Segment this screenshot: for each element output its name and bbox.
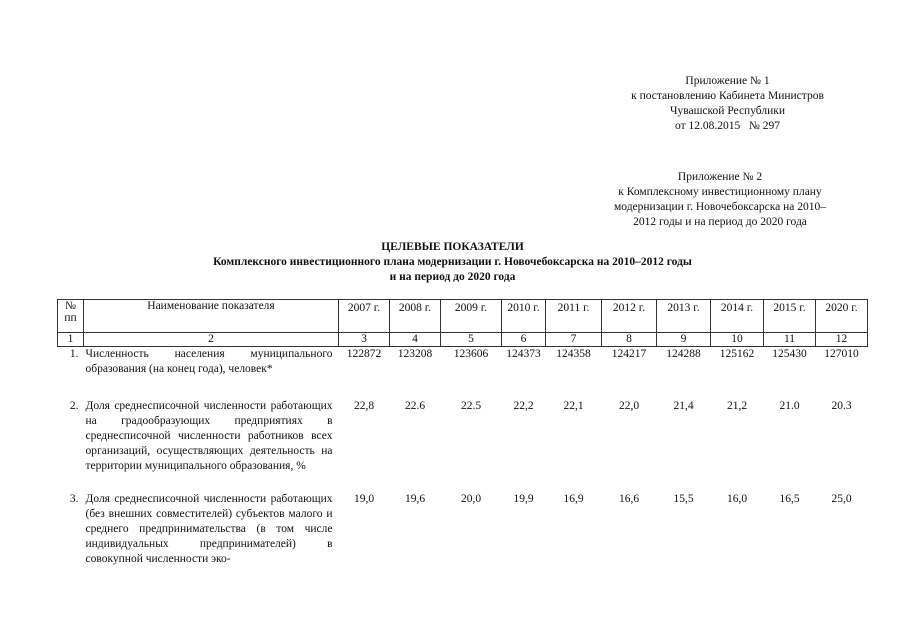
indicator-value: 15,5: [673, 493, 694, 505]
column-number: 1: [58, 333, 84, 347]
column-number: 10: [711, 333, 764, 347]
indicator-value: 22,0: [618, 400, 640, 412]
annex-2-line: модернизации г. Новочебоксарска на 2010–: [614, 201, 826, 213]
indicator-value: 22,1: [563, 400, 584, 412]
indicator-value: 123208: [397, 348, 433, 360]
heading-subtitle-cont: и на период до 2020 года: [389, 271, 516, 283]
annex-1-line: от 12.08.2015 № 297: [675, 120, 780, 132]
indicator-value: 16,0: [726, 493, 748, 505]
indicator-value: 123606: [453, 348, 489, 360]
indicator-name: Численность населения муниципального образования (на конец года), человек*: [85, 348, 333, 375]
column-number: 7: [546, 333, 602, 347]
indicator-value: 22.6: [404, 400, 426, 412]
column-number: 9: [657, 333, 711, 347]
target-indicators-table: [57, 299, 868, 582]
header-year: 2009 г.: [441, 300, 502, 333]
indicator-value: 25,0: [831, 493, 852, 505]
header-no: № пп: [58, 300, 84, 333]
heading-title: ЦЕЛЕВЫЕ ПОКАЗАТЕЛИ: [381, 241, 524, 253]
header-year: 2020 г.: [816, 300, 868, 333]
indicator-value: 16,5: [779, 493, 800, 505]
annex-2-line: 2012 годы и на период до 2020 года: [633, 216, 807, 228]
indicator-value: 124217: [611, 348, 647, 360]
column-number-row: [58, 333, 868, 347]
column-number: 11: [764, 333, 816, 347]
indicator-name: Доля среднесписочной численности работающих на градообразующих предприятиях в среднесписочной численности работников всех организаций, осуществляющих деятельность на территории муниципального образования, %: [85, 400, 333, 472]
header-name: Наименование показателя: [84, 300, 339, 333]
table-row: [58, 492, 868, 582]
indicator-value: 16,9: [563, 493, 584, 505]
indicator-value: 20.3: [831, 400, 852, 412]
header-year: 2012 г.: [602, 300, 657, 333]
column-number: 12: [816, 333, 868, 347]
header-year: 2010 г.: [502, 300, 546, 333]
indicator-value: 22.5: [460, 400, 482, 412]
row-number: 1.: [69, 348, 79, 360]
indicator-value: 16,6: [618, 493, 640, 505]
annex-1-line: Приложение № 1: [685, 75, 770, 87]
indicator-value: 20,0: [460, 493, 482, 505]
column-number: 2: [84, 333, 339, 347]
indicator-value: 22,2: [513, 400, 534, 412]
indicator-value: 19,6: [404, 493, 426, 505]
column-number: 6: [502, 333, 546, 347]
indicator-name: Доля среднесписочной численности работающих (без внешних совместителей) субъектов малого и среднего предпринимательства (в том числе индивидуальных предпринимателей) в совокупной численности эко-: [85, 493, 333, 565]
annex-2-line: к Комплексному инвестиционному плану: [618, 186, 822, 198]
indicator-value: 122872: [346, 348, 382, 360]
indicator-value: 21.0: [779, 400, 800, 412]
row-number: 2.: [69, 400, 79, 412]
annex-2-block: [575, 170, 865, 230]
row-number: 3.: [69, 493, 79, 505]
heading-subtitle: Комплексного инвестиционного плана модернизации г. Новочебоксарска на 2010–2012 годы: [213, 256, 692, 268]
table-row: [58, 347, 868, 400]
column-number: 4: [390, 333, 441, 347]
annex-2-line: Приложение № 2: [677, 171, 763, 183]
column-number: 5: [441, 333, 502, 347]
indicator-value: 19,0: [353, 493, 375, 505]
document-heading: [0, 240, 905, 285]
indicator-value: 124358: [556, 348, 591, 360]
header-year: 2011 г.: [546, 300, 602, 333]
column-number: 8: [602, 333, 657, 347]
header-year: 2015 г.: [764, 300, 816, 333]
indicator-value: 127010: [824, 348, 859, 360]
annex-1-block: [600, 74, 855, 134]
table-row: [58, 399, 868, 492]
header-year: 2014 г.: [711, 300, 764, 333]
header-year: 2007 г.: [339, 300, 390, 333]
indicator-value: 124373: [506, 348, 541, 360]
indicator-value: 125162: [719, 348, 755, 360]
indicator-value: 22,8: [353, 400, 375, 412]
header-year: 2013 г.: [657, 300, 711, 333]
table-header-row: [58, 300, 868, 333]
indicator-value: 19,9: [513, 493, 534, 505]
column-number: 3: [339, 333, 390, 347]
indicator-value: 124288: [666, 348, 701, 360]
annex-1-line: к постановлению Кабинета Министров: [631, 90, 824, 102]
annex-1-line: Чувашской Республики: [669, 105, 786, 117]
indicator-value: 125430: [772, 348, 807, 360]
header-year: 2008 г.: [390, 300, 441, 333]
indicator-value: 21,2: [726, 400, 748, 412]
indicator-value: 21,4: [673, 400, 694, 412]
